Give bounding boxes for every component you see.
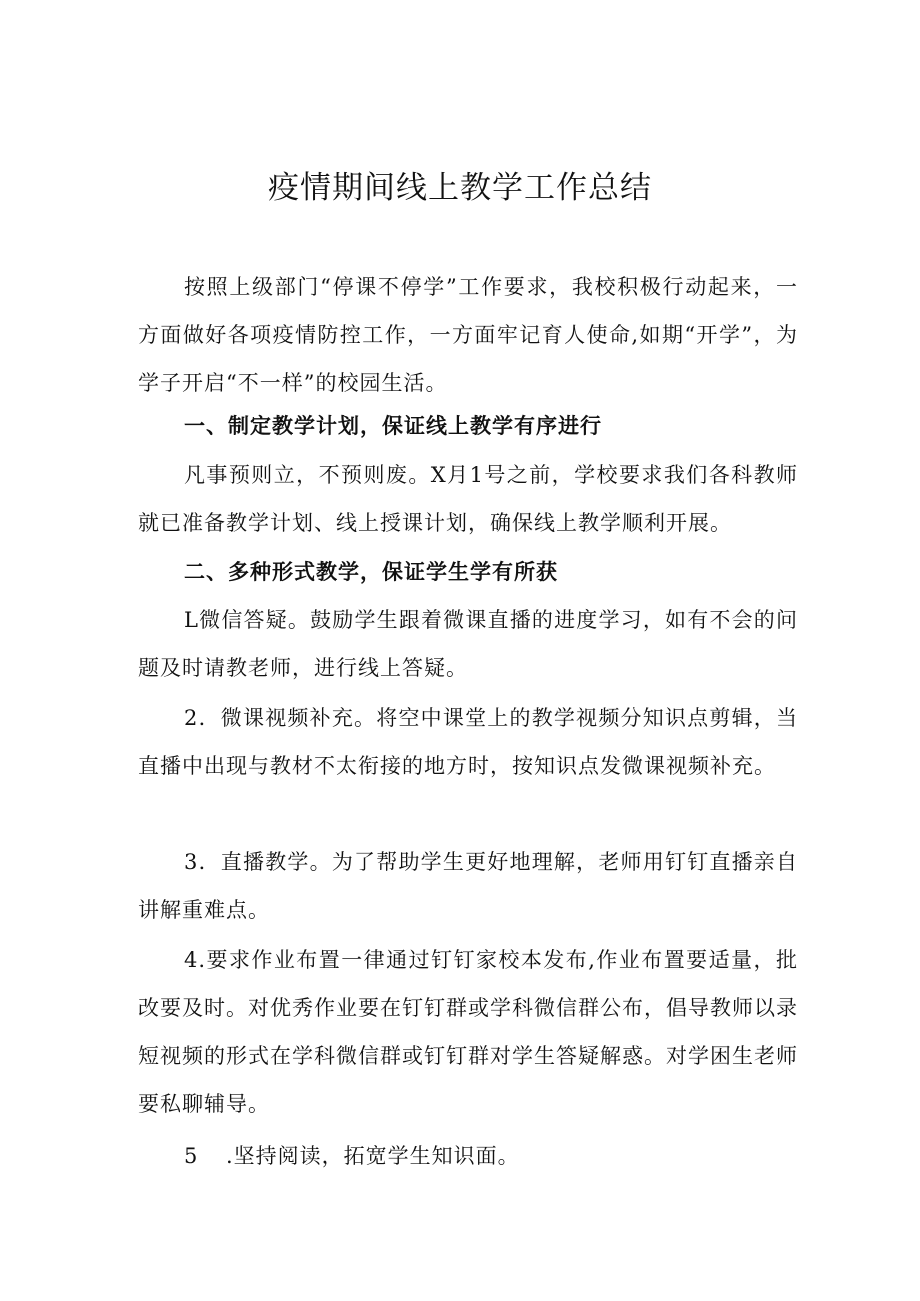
list-item-5-number: 5 [184,1144,199,1168]
list-item-1: L微信答疑。鼓励学生跟着微课直播的进度学习，如有不会的问题及时请教老师，进行线上答疑。 [138,608,798,680]
section-1-body: 凡事预则立，不预则废。X月1号之前，学校要求我们各科教师就已准备教学计划、线上授课计划，确保线上教学顺利开展。 [138,463,798,535]
document-title: 疫情期间线上教学工作总结 [268,170,652,206]
list-item-5-text: .坚持阅读，拓宽学生知识面。 [226,1144,520,1168]
section-2-heading: 二、多种形式教学，保证学生学有所获 [184,560,558,584]
section-1-heading: 一、制定教学计划，保证线上教学有序进行 [184,414,602,438]
list-item-2: 2．微课视频补充。将空中课堂上的教学视频分知识点剪辑，当直播中出现与教材不太衔接的地方时，按知识点发微课视频补充。 [138,706,798,778]
list-item-3: 3．直播教学。为了帮助学生更好地理解，老师用钉钉直播亲自讲解重难点。 [138,850,798,922]
intro-paragraph: 按照上级部门“停课不停学”工作要求，我校积极行动起来，一方面做好各项疫情防控工作，一方面牢记育人使命,如期“开学”，为学子开启“不一样”的校园生活。 [138,275,798,395]
list-item-5 [138,1132,798,1180]
list-item-4: 4.要求作业布置一律通过钉钉家校本发布,作业布置要适量，批改要及时。对优秀作业要在钉钉群或学科微信群公布，倡导教师以录短视频的形式在学科微信群或钉钉群对学生答疑解惑。对学困生老师要私聊辅导。 [138,948,798,1116]
